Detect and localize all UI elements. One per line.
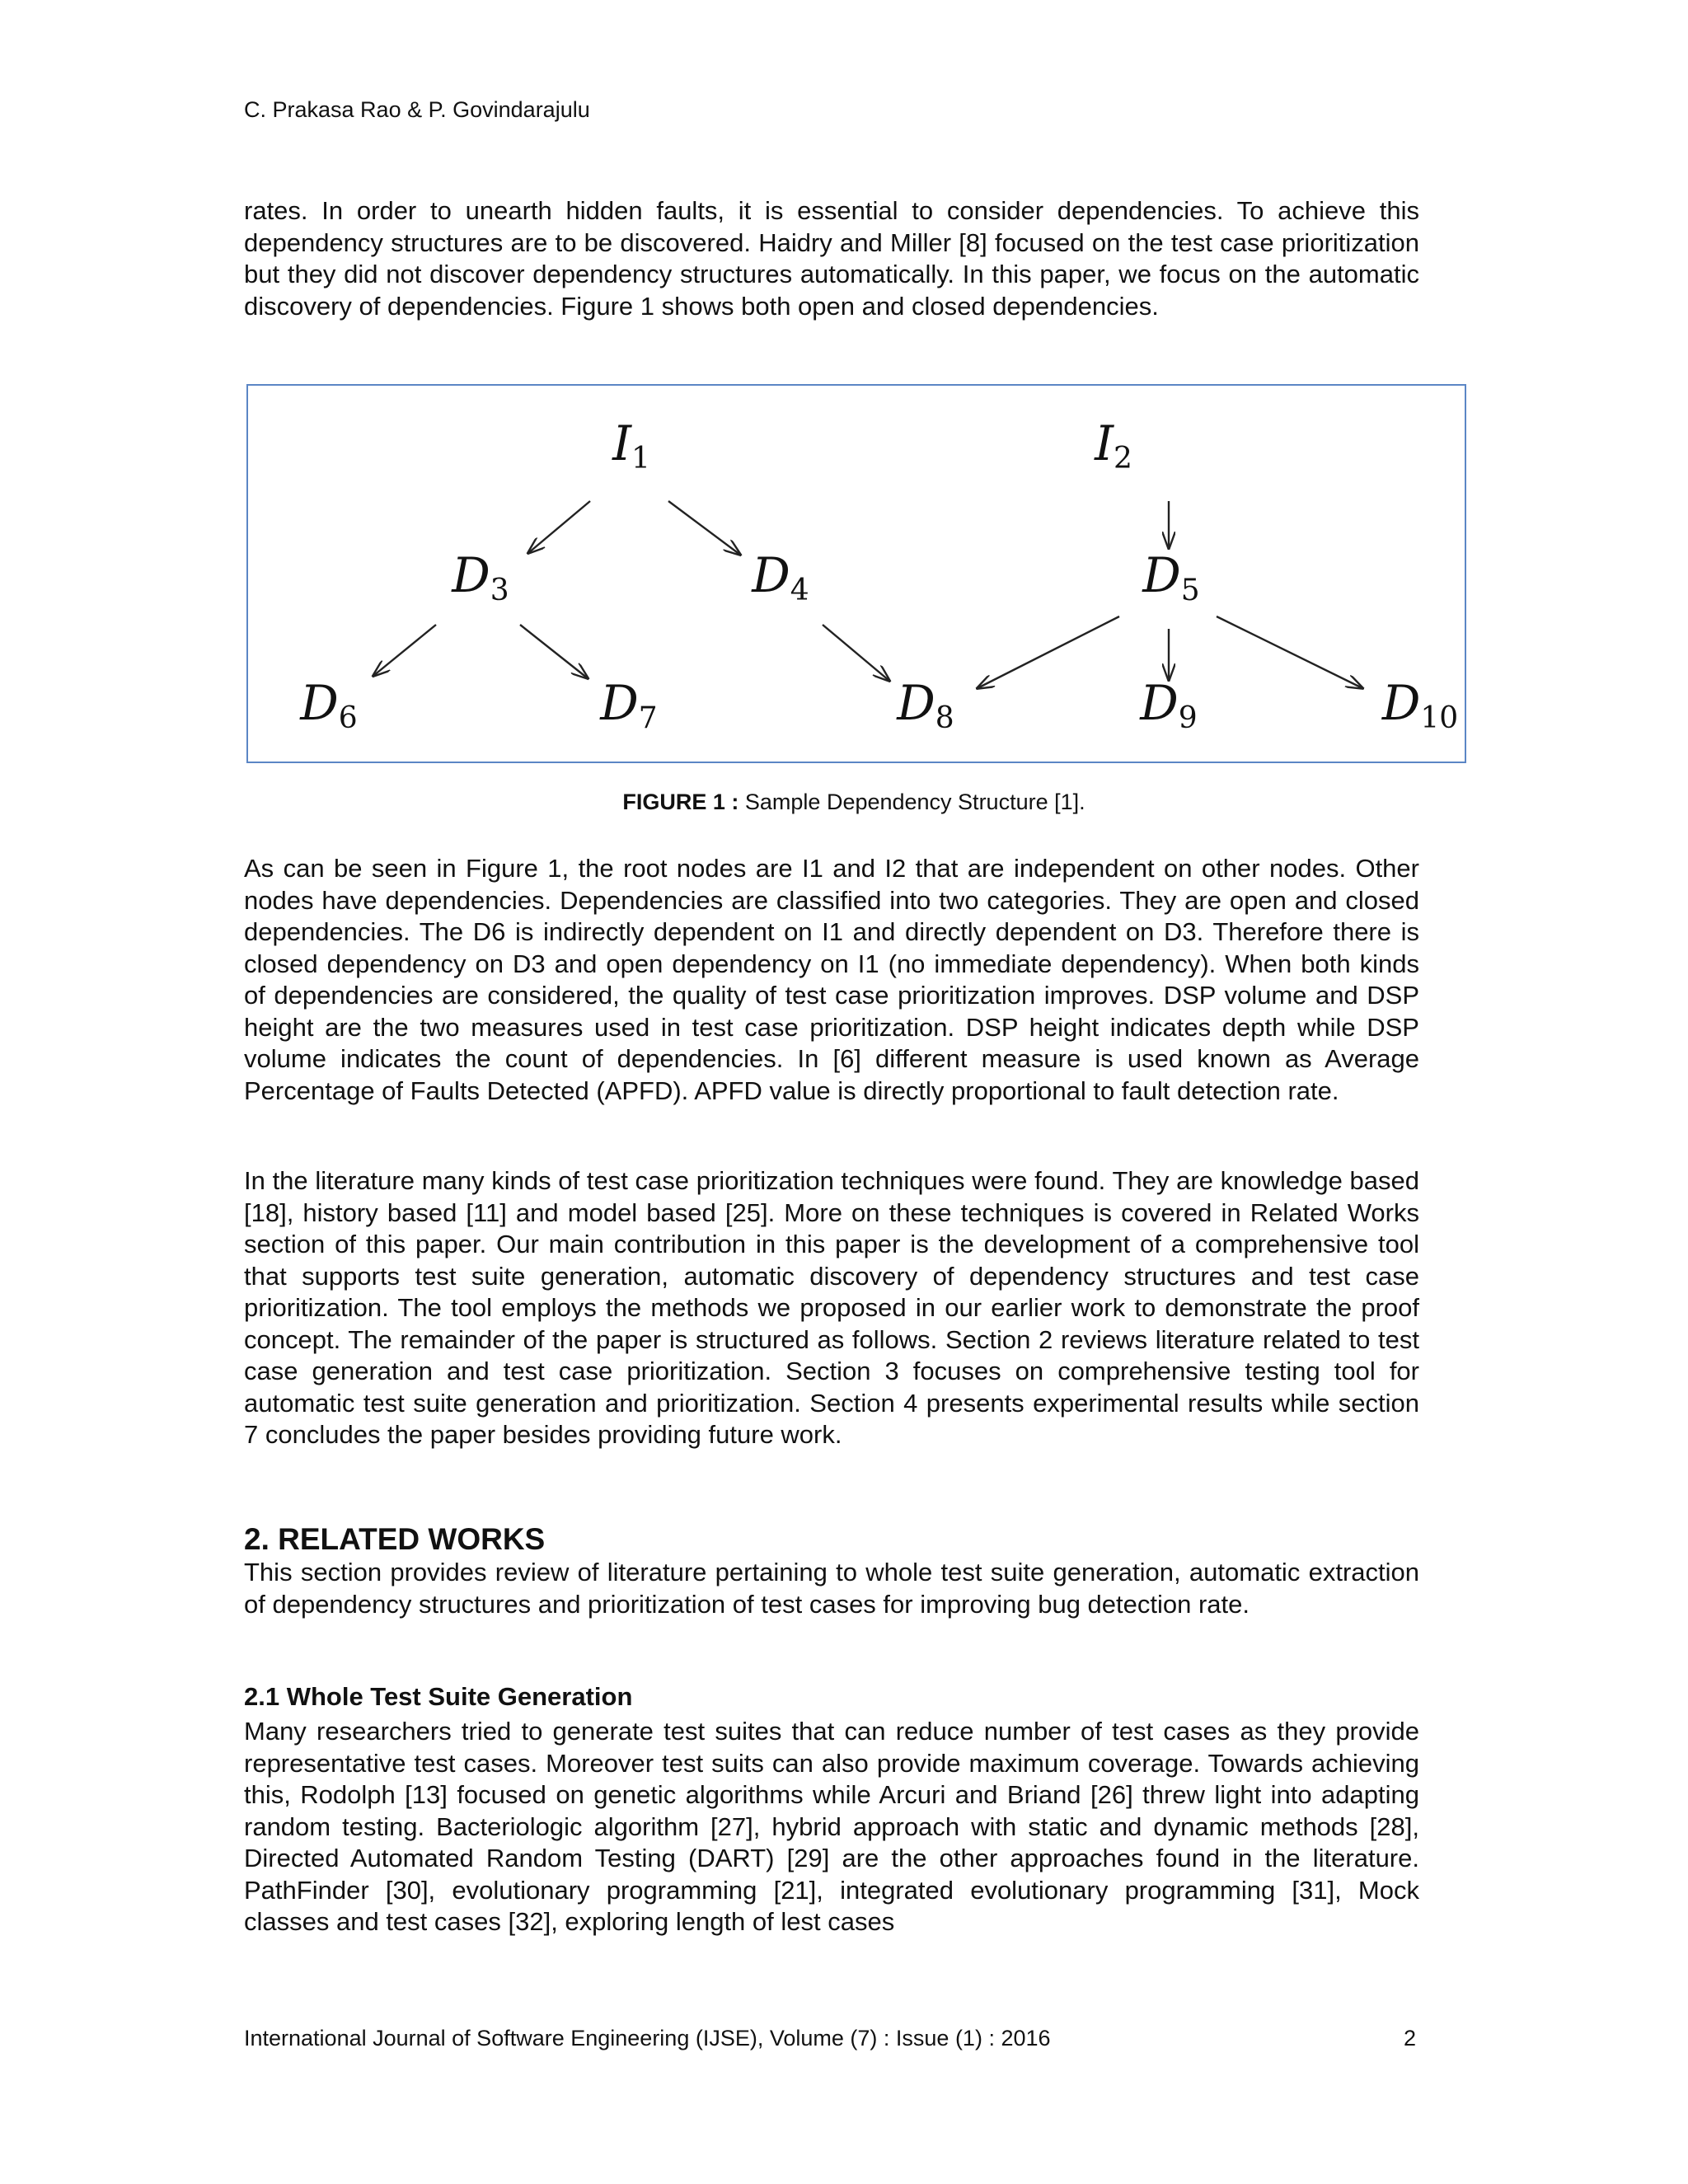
node-D9: D9 bbox=[1140, 675, 1198, 735]
node-D8: D8 bbox=[897, 675, 954, 735]
footer-journal: International Journal of Software Engineering (IJSE), Volume (7) : Issue (1) : 2016 bbox=[244, 2026, 1051, 2050]
dependency-graph bbox=[248, 386, 1465, 762]
running-head: C. Prakasa Rao & P. Govindarajulu bbox=[244, 97, 590, 122]
caption-text: Sample Dependency Structure [1]. bbox=[738, 790, 1085, 814]
edge-I1-D3 bbox=[528, 501, 590, 553]
paragraph-figure-discussion: As can be seen in Figure 1, the root nodes are I1 and I2 that are independent on other nodes. Other nodes have dependencies. Dependencies are classified into two categories. They are open and closed dependencies. The D6 is indirectly dependent on I1 and directly dependent on D3. Therefore there is closed dependency on D3 and open dependency on I1 (no immediate dependency). When both kinds of dependencies are considered, the quality of test case prioritization improves. DSP volume and DSP height are the two measures used in test case prioritization. DSP height indicates depth while DSP volume indicates the count of dependencies. In [6] different measure is used known as Average Percentage of Faults Detected (APFD). APFD value is directly proportional to fault detection rate. bbox=[244, 854, 1419, 1105]
section-heading: 2. RELATED WORKS bbox=[244, 1522, 546, 1556]
edge-D5-D8 bbox=[978, 616, 1119, 688]
node-D3: D3 bbox=[452, 547, 509, 607]
node-I2: I2 bbox=[1095, 415, 1132, 476]
node-D6: D6 bbox=[300, 675, 358, 735]
node-D5: D5 bbox=[1142, 547, 1200, 607]
figure-caption bbox=[244, 790, 1464, 815]
edge-D5-D10 bbox=[1217, 616, 1362, 688]
edge-D3-D6 bbox=[373, 625, 436, 676]
figure-1-dependency-structure bbox=[246, 384, 1466, 763]
node-D7: D7 bbox=[600, 675, 658, 735]
edge-D3-D7 bbox=[520, 625, 588, 678]
edge-D4-D8 bbox=[823, 625, 889, 681]
paragraph-contribution: In the literature many kinds of test case prioritization techniques were found. They are knowledge based [18], history based [11] and model based [25]. More on these techniques is covered in Related Works section of this paper. Our main contribution in this paper is the development of a comprehensive tool that supports test suite generation, automatic discovery of dependency structures and test case prioritization. The tool employs the methods we proposed in our earlier work to demonstrate the proof concept. The remainder of the paper is structured as follows. Section 2 reviews literature related to test case generation and test case prioritization. Section 3 focuses on comprehensive testing tool for automatic test suite generation and prioritization. Section 4 presents experimental results while section 7 concludes the paper besides providing future work. bbox=[244, 1166, 1419, 1449]
paragraph-test-suite-generation: Many researchers tried to generate test suites that can reduce number of test cases as they provide representative test cases. Moreover test suits can also provide maximum coverage. Towards achieving this, Rodolph [13] focused on genetic algorithms while Arcuri and Briand [26] threw light into adapting random testing. Bacteriologic algorithm [27], hybrid approach with static and dynamic methods [28], Directed Automated Random Testing (DART) [29] are the other approaches found in the literature. PathFinder [30], evolutionary programming [21], integrated evolutionary programming [31], Mock classes and test cases [32], exploring length of lest cases bbox=[244, 1717, 1419, 1936]
node-I1: I1 bbox=[612, 415, 650, 476]
subsection-heading: 2.1 Whole Test Suite Generation bbox=[244, 1682, 633, 1711]
paragraph-section-intro: This section provides review of literature pertaining to whole test suite generation, automatic extraction of dependency structures and prioritization of test cases for improving bug detection rate. bbox=[244, 1558, 1419, 1619]
paragraph-intro: rates. In order to unearth hidden faults, it is essential to consider dependencies. To achieve this dependency structures are to be discovered. Haidry and Miller [8] focused on the test case prioritization but they did not discover dependency structures automatically. In this paper, we focus on the automatic discovery of dependencies. Figure 1 shows both open and closed dependencies. bbox=[244, 196, 1419, 321]
node-D4: D4 bbox=[752, 547, 809, 607]
node-D10: D10 bbox=[1381, 675, 1459, 735]
page-number: 2 bbox=[1404, 2026, 1417, 2050]
caption-label: FIGURE 1 : bbox=[622, 790, 739, 814]
edge-I1-D4 bbox=[668, 501, 740, 555]
